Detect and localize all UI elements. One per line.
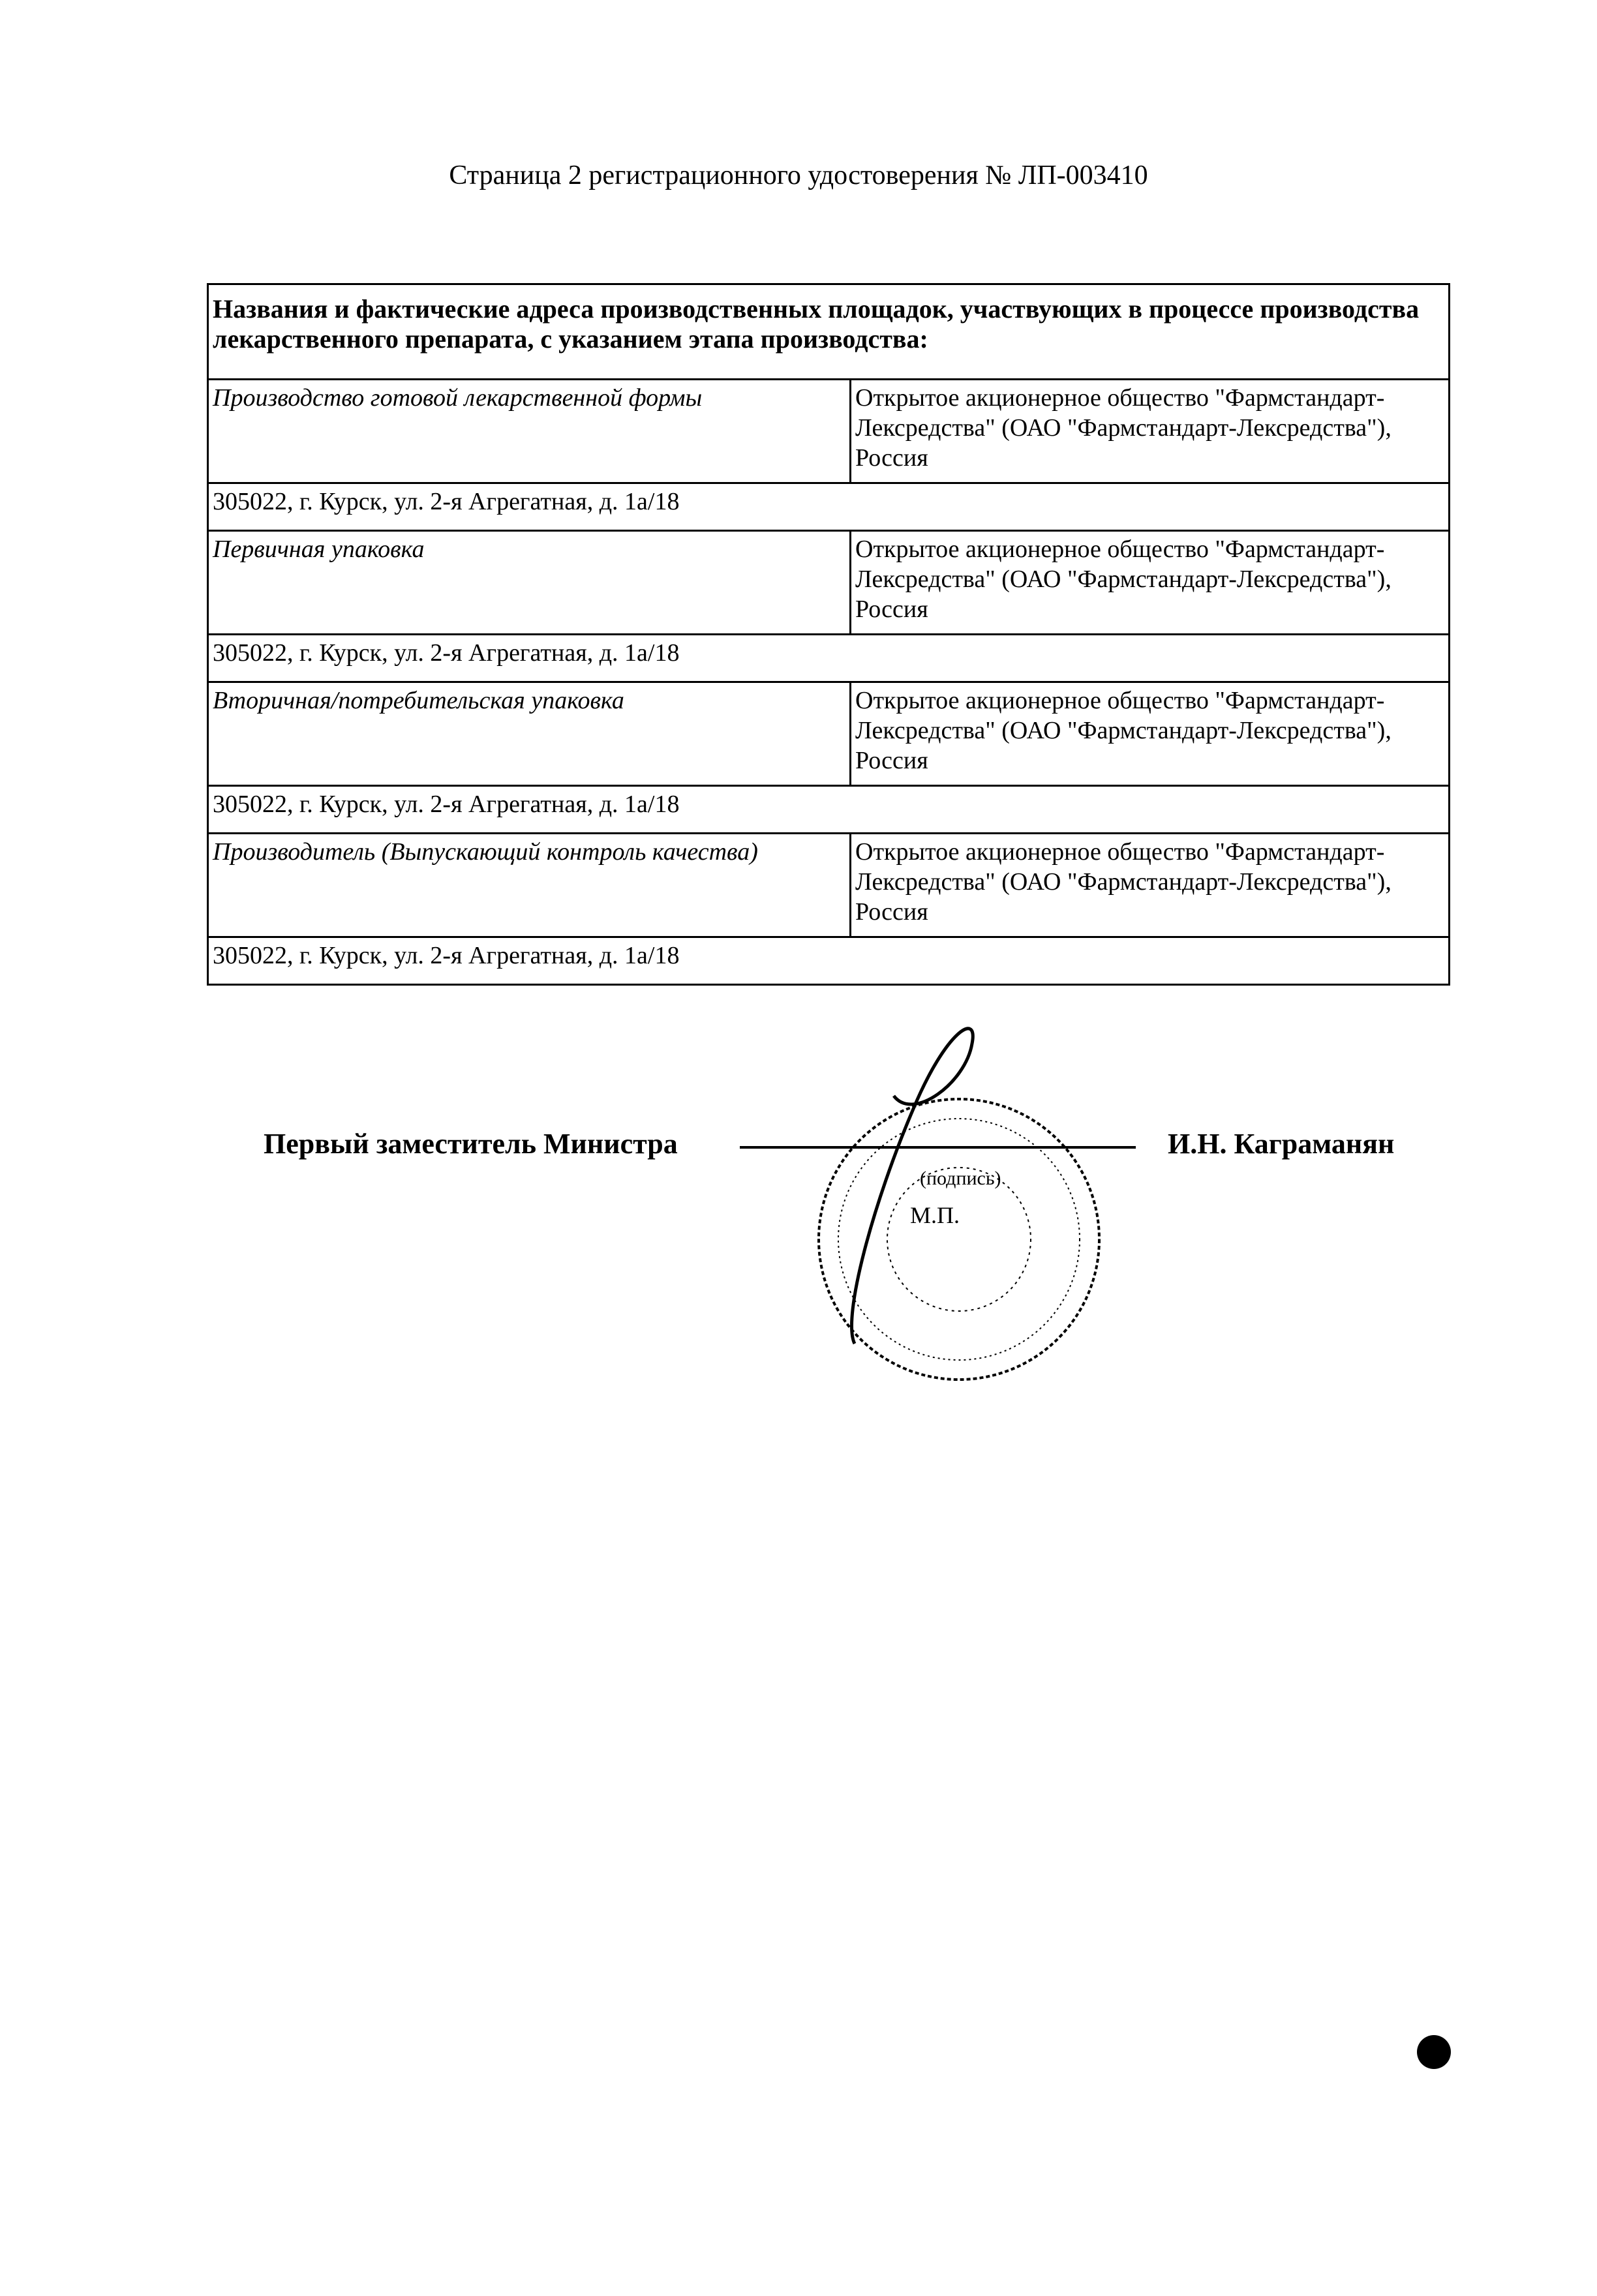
stage-name: Производство готовой лекарственной формы bbox=[208, 380, 851, 483]
company-name: Открытое акционерное общество "Фармстандарт-Лексредства" (ОАО "Фармстандарт-Лексредства"), Россия bbox=[851, 682, 1450, 786]
stage-name: Вторичная/потребительская упаковка bbox=[208, 682, 851, 786]
company-name: Открытое акционерное общество "Фармстандарт-Лексредства" (ОАО "Фармстандарт-Лексредства"), Россия bbox=[851, 531, 1450, 635]
signature-line bbox=[740, 1146, 1136, 1149]
production-sites-table bbox=[207, 283, 1450, 986]
table-row bbox=[208, 682, 1450, 786]
company-name: Открытое акционерное общество "Фармстандарт-Лексредства" (ОАО "Фармстандарт-Лексредства"), Россия bbox=[851, 380, 1450, 483]
company-name: Открытое акционерное общество "Фармстандарт-Лексредства" (ОАО "Фармстандарт-Лексредства"), Россия bbox=[851, 834, 1450, 937]
site-address: 305022, г. Курск, ул. 2-я Агрегатная, д. 1а/18 bbox=[208, 483, 1450, 531]
signatory-name: И.Н. Каграманян bbox=[1168, 1128, 1395, 1160]
site-address: 305022, г. Курск, ул. 2-я Агрегатная, д. 1а/18 bbox=[208, 635, 1450, 682]
page-title: Страница 2 регистрационного удостоверения № ЛП-003410 bbox=[449, 160, 1148, 190]
stage-name: Производитель (Выпускающий контроль качества) bbox=[208, 834, 851, 937]
site-address: 305022, г. Курск, ул. 2-я Агрегатная, д. 1а/18 bbox=[208, 786, 1450, 834]
signatory-role: Первый заместитель Министра bbox=[264, 1128, 678, 1160]
table-header-row bbox=[208, 284, 1450, 380]
table-row bbox=[208, 834, 1450, 937]
table-row bbox=[208, 937, 1450, 985]
site-address: 305022, г. Курск, ул. 2-я Агрегатная, д. 1а/18 bbox=[208, 937, 1450, 985]
seal-mark: М.П. bbox=[910, 1202, 960, 1228]
table-row bbox=[208, 786, 1450, 834]
stage-name: Первичная упаковка bbox=[208, 531, 851, 635]
table-row bbox=[208, 380, 1450, 483]
table-row bbox=[208, 531, 1450, 635]
table-row bbox=[208, 483, 1450, 531]
punch-hole-mark bbox=[1417, 2035, 1451, 2069]
signature-caption: (подпись) bbox=[920, 1168, 1001, 1189]
table-header: Названия и фактические адреса производственных площадок, участвующих в процессе производства лекарственного препарата, с указанием этапа производства: bbox=[208, 284, 1450, 380]
table-row bbox=[208, 635, 1450, 682]
